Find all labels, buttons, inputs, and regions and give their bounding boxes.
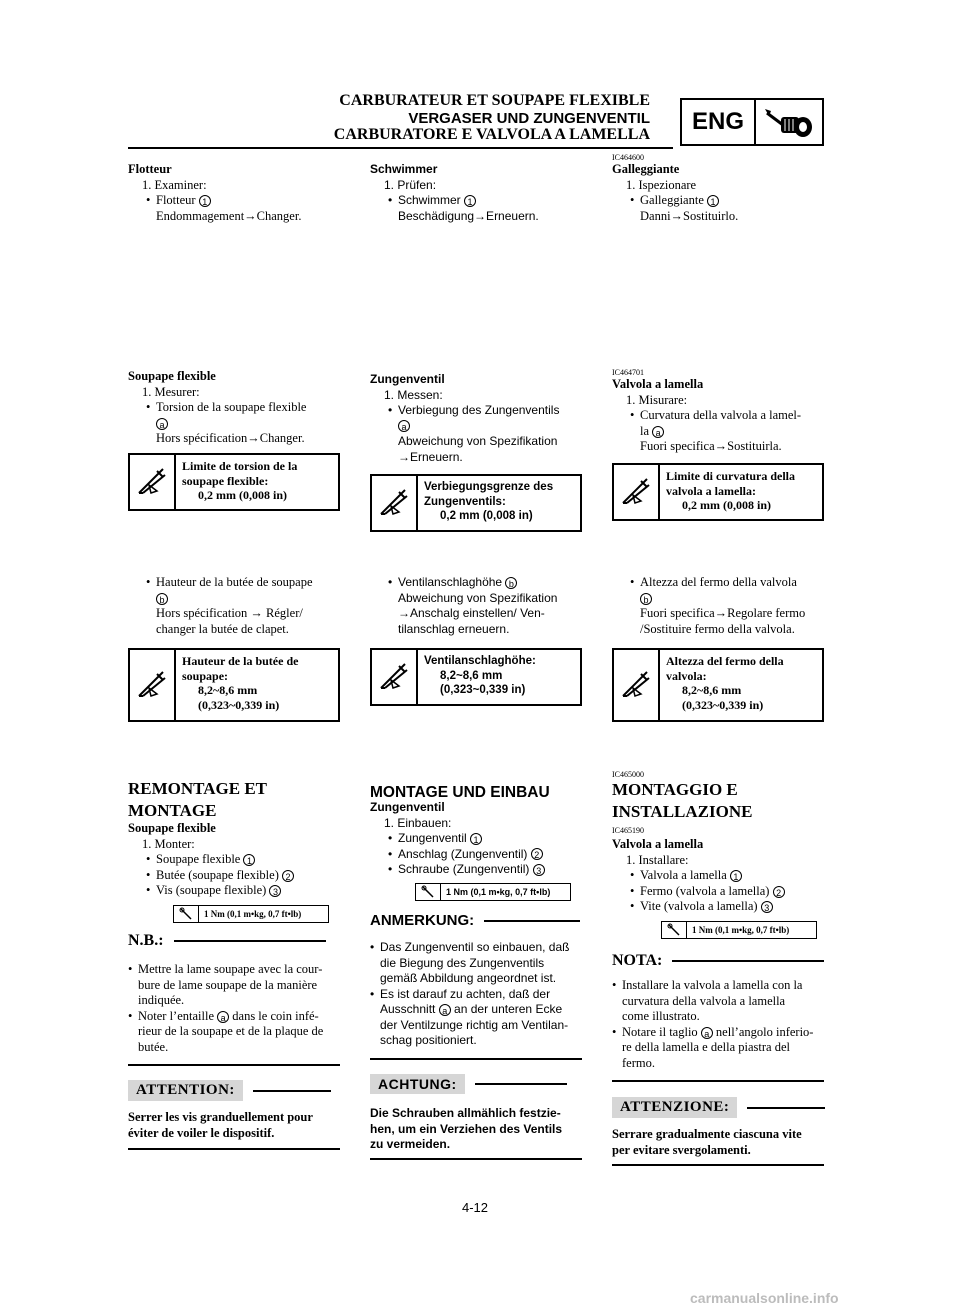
marker-1: 1 <box>199 195 211 207</box>
caliper-icon <box>130 455 176 509</box>
it-reed-item: • Curvatura della valvola a lamel- <box>630 408 802 422</box>
de-attention-end-rule <box>370 1158 582 1160</box>
it-attention-end-rule <box>612 1164 824 1166</box>
fr-spec-stop <box>128 648 340 722</box>
page-number: 4-12 <box>462 1200 489 1215</box>
de-spec-bend: Verbiegungsgrenze des Zungenventils: 0,2 mm (0,008 in) <box>370 474 582 532</box>
fr-float-section <box>128 162 340 224</box>
de-attention-text: Die Schrauben allmählich festzie- hen, um ein Verziehen des Ventils zu vermeiden. <box>370 1106 563 1151</box>
fr-install-step: 1. Monter: <box>142 836 195 851</box>
de-install-item-1: • Zungenventil 1 <box>370 831 582 847</box>
fr-note-end-rule <box>128 1064 340 1066</box>
it-reed-section: Valvola a lamella 1. Misurare: • Curvatura della valvola a lamel- la a Fuori specifica→Sostituirla. <box>612 377 824 455</box>
de-float-title: Schwimmer <box>370 162 438 176</box>
it-float-item: • Galleggiante 1 <box>612 193 824 209</box>
fr-stop-section <box>128 575 340 637</box>
fr-spec1-l3: 0,2 mm (0,008 in) <box>198 488 287 502</box>
de-note-end-rule <box>370 1058 582 1060</box>
it-note-list: • Installare la valvola a lamella con la curvatura della valvola a lamella come illustrato. • Notare il taglio a nell’angolo inferio- re della lamella e della piastra del fermo. <box>612 978 814 1070</box>
it-assembly-title: MONTAGGIO E INSTALLAZIONE <box>612 780 753 821</box>
it-install-item-1: • Valvola a lamella 1 <box>612 868 824 884</box>
fr-install-item-2: • Butée (soupape flexible) 2 <box>128 868 340 884</box>
de-install-item-3: • Schraube (Zungenventil) 3 <box>370 862 582 878</box>
fr-reed-section <box>128 369 340 447</box>
fr-note-list: • Mettre la lame soupape avec la cour- bure de lame soupape de la manière indiquée. • Noter l’entaille a dans le coin infé- rieur de la soupape et de la plaque de butée. <box>128 962 340 1055</box>
fr-float-action: Endommagement→Changer. <box>156 208 302 223</box>
fr-torque-spec: 1 Nm (0,1 m•kg, 0,7 ft•lb) <box>173 905 329 923</box>
fr-spec2-l2: soupape: <box>182 668 229 683</box>
de-install-section: Zungenventil 1. Einbauen: • Zungenventil 1 • Anschlag (Zungenventil) 2 • Schraube (Zungenventil) 3 <box>370 800 582 878</box>
it-install-item-3: • Vite (valvola a lamella) 3 <box>612 899 824 915</box>
fr-note-title: N.B.: <box>128 932 326 950</box>
it-spec-stop: Altezza del fermo della valvola: 8,2~8,6 mm (0,323~0,339 in) <box>612 648 824 722</box>
de-assembly-title: MONTAGE UND EINBAU <box>370 784 550 801</box>
fr-attention-title: ATTENTION: <box>128 1080 331 1101</box>
section-badge <box>680 98 824 146</box>
fr-note-2: • Noter l’entaille a dans le coin infé- <box>128 1008 319 1023</box>
de-reed-action: Abweichung von Spezifikation <box>398 434 558 448</box>
de-float-item: • Schwimmer 1 <box>370 193 582 209</box>
fr-float-step: 1. Examiner: <box>142 177 207 192</box>
fr-spec1-l2: soupape flexible: <box>182 473 269 488</box>
watermark: carmanualsonline.info <box>690 1290 839 1306</box>
header-title-it <box>334 126 650 143</box>
de-reed-item: • Verbiegung des Zungenventils <box>388 403 560 417</box>
de-float-action: Beschädigung→Erneuern. <box>398 208 539 223</box>
fr-spec-torsion <box>128 453 340 511</box>
it-assembly-code: IC465000 <box>612 770 644 779</box>
fr-stop-item: • Hauteur de la butée de soupape <box>146 575 313 589</box>
fr-spec2-l4: (0,323~0,339 in) <box>198 697 280 712</box>
fr-spec1-l1: Limite de torsion de la <box>182 459 298 473</box>
it-float-section: Galleggiante 1. Ispezionare • Galleggiante 1 Danni→Sostituirlo. <box>612 162 824 224</box>
de-reed-action2: →Erneuern. <box>398 449 463 464</box>
de-stop-section: • Ventilanschlaghöhe b Abweichung von Spezifikation →Anschalg einstellen/ Ven- tilanschlag erneuern. <box>370 575 582 637</box>
torque-wrench-icon <box>174 906 199 922</box>
it-note-end-rule <box>612 1080 824 1082</box>
it-torque-spec: 1 Nm (0,1 m•kg, 0,7 ft•lb) <box>661 921 817 939</box>
de-float-section <box>370 162 582 224</box>
header-title <box>339 92 650 109</box>
it-attention-title: ATTENZIONE: <box>612 1097 825 1118</box>
it-float-code: IC464600 <box>612 153 644 162</box>
caliper-icon <box>372 650 418 704</box>
engine-wrench-icon <box>754 100 822 144</box>
it-stop-item: • Altezza del fermo della valvola <box>630 575 797 589</box>
de-float-step: 1. Prüfen: <box>384 177 437 192</box>
caliper-icon <box>130 650 176 720</box>
caliper-icon <box>614 650 660 720</box>
fr-stop-action: Hors spécification → Régler/ <box>156 606 303 620</box>
header-title-de <box>408 110 650 127</box>
de-reed-title: Zungenventil <box>370 372 445 386</box>
torque-wrench-icon <box>662 922 687 938</box>
fr-spec2-l1: Hauteur de la butée de <box>182 654 299 668</box>
fr-stop-marker: b <box>128 591 340 607</box>
it-install-code: IC465190 <box>612 826 644 835</box>
de-stop-item: • Ventilanschlaghöhe b <box>370 575 582 591</box>
torque-wrench-icon <box>416 884 441 900</box>
title-de: VERGASER UND ZUNGENVENTIL <box>408 110 650 127</box>
it-install-item-2: • Fermo (valvola a lamella) 2 <box>612 884 824 900</box>
fr-note-1: • Mettre la lame soupape avec la cour- <box>128 962 323 976</box>
de-attention-title: ACHTUNG: <box>370 1074 567 1094</box>
header-rule <box>128 147 673 149</box>
section-label: ENG <box>691 108 744 135</box>
title-fr: CARBURATEUR ET SOUPAPE FLEXIBLE <box>339 92 650 109</box>
fr-assembly-title: REMONTAGE ET MONTAGE <box>128 779 268 820</box>
fr-reed-title: Soupape flexible <box>128 369 216 383</box>
it-spec-curvature: Limite di curvatura della valvola a lamella: 0,2 mm (0,008 in) <box>612 463 824 521</box>
it-attention-text: Serrare gradualmente ciascuna vite per evitare svergolamenti. <box>612 1127 802 1157</box>
it-note-title: NOTA: <box>612 952 824 970</box>
fr-stop-action2: changer la butée de clapet. <box>156 621 289 636</box>
fr-float-title: Flotteur <box>128 162 172 176</box>
de-spec-stop: Ventilanschlaghöhe: 8,2~8,6 mm (0,323~0,339 in) <box>370 648 582 706</box>
fr-install-sub: Soupape flexible <box>128 821 216 835</box>
de-note-title: ANMERKUNG: <box>370 912 580 929</box>
caliper-icon <box>372 476 418 530</box>
fr-reed-step: 1. Mesurer: <box>142 384 200 399</box>
caliper-icon <box>614 465 660 519</box>
fr-reed-item: • Torsion de la soupape flexible <box>146 400 307 414</box>
de-reed-step: 1. Messen: <box>384 387 443 402</box>
it-reed-code: IC464701 <box>612 368 644 377</box>
fr-install-section <box>128 821 340 899</box>
fr-attention-text: Serrer les vis granduellement pour éviter de voiler le dispositif. <box>128 1110 313 1140</box>
fr-reed-action: Hors spécification→Changer. <box>156 431 305 445</box>
it-stop-section: • Altezza del fermo della valvola b Fuori specifica→Regolare fermo /Sostituire fermo della valvola. <box>612 575 824 637</box>
fr-reed-marker: a <box>128 416 340 432</box>
fr-install-item-3: • Vis (soupape flexible) 3 <box>128 883 340 899</box>
de-install-item-2: • Anschlag (Zungenventil) 2 <box>370 847 582 863</box>
fr-attention-end-rule <box>128 1148 340 1150</box>
fr-install-item-1: • Soupape flexible 1 <box>128 852 340 868</box>
de-note-list: • Das Zungenventil so einbauen, daß die Biegung des Zungenventils gemäß Abbildung angeordnet ist. • Es ist darauf zu achten, daß der Ausschnitt a an der unteren Ecke der Ventilzunge richtig am Ventilan- schag positioniert. <box>370 940 570 1047</box>
fr-float-item: • Flotteur 1 <box>128 193 340 209</box>
title-it: CARBURATORE E VALVOLA A LAMELLA <box>333 126 650 143</box>
de-torque-spec: 1 Nm (0,1 m•kg, 0,7 ft•lb) <box>415 883 571 901</box>
fr-spec2-l3: 8,2~8,6 mm <box>198 683 258 697</box>
it-install-section: Valvola a lamella 1. Installare: • Valvola a lamella 1 • Fermo (valvola a lamella) 2 • Vite (valvola a lamella) 3 <box>612 837 824 915</box>
de-reed-section: Zungenventil 1. Messen: • Verbiegung des Zungenventils a Abweichung von Spezifikation →Erneuern. <box>370 372 582 465</box>
